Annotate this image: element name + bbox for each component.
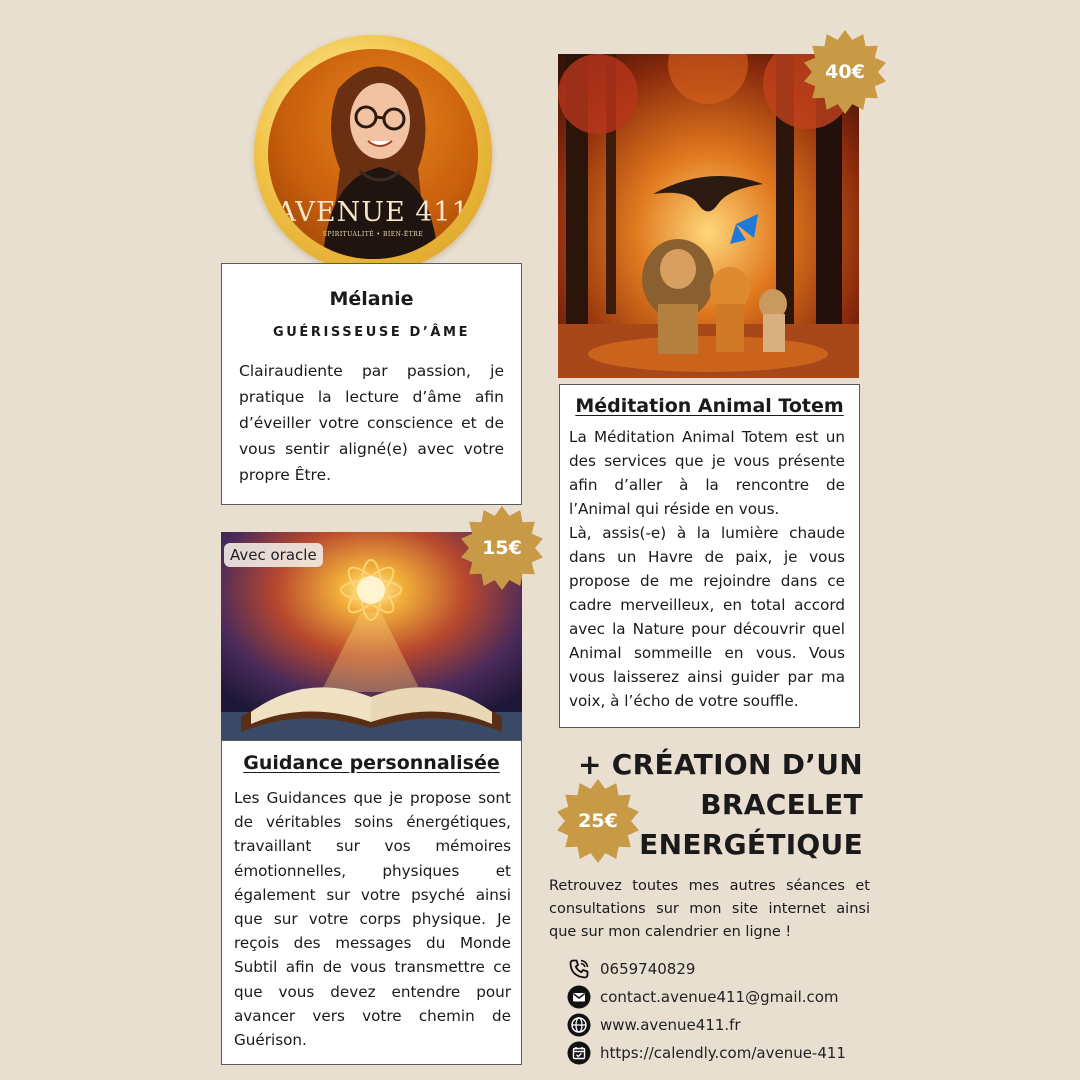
totem-description xyxy=(569,425,845,713)
guidance-card xyxy=(221,740,522,1065)
totem-price-badge xyxy=(803,30,887,114)
contact-calendar[interactable] xyxy=(567,1041,846,1065)
profile-photo xyxy=(268,49,478,259)
contact-phone-text: 0659740829 xyxy=(600,960,696,978)
totem-card xyxy=(559,384,860,728)
phone-icon xyxy=(567,957,591,981)
guidance-price-badge xyxy=(460,506,544,590)
contact-phone[interactable] xyxy=(567,957,695,981)
profile-role: GUÉRISSEUSE D’ÂME xyxy=(272,325,471,340)
bracelet-heading-line-2: BRACELET xyxy=(700,788,863,821)
calendar-icon xyxy=(567,1041,591,1065)
contact-email-text: contact.avenue411@gmail.com xyxy=(600,988,839,1006)
profile-name: Mélanie xyxy=(329,288,414,310)
bracelet-heading-line-1: + CRÉATION D’UN xyxy=(578,748,863,781)
brand-logo: AVENUE 411 xyxy=(276,197,470,228)
oracle-tag: Avec oracle xyxy=(224,543,323,567)
guidance-description: Les Guidances que je propose sont de véritables soins énergétiques, travaillant sur vos mémoires émotionnelles, physiques et également sur votre psyché ainsi que sur votre corps physique. Je reçois des messages du Monde Subtil afin de vous transmettre ce que vous devez entendre pour avancer vers votre chemin de Guérison. xyxy=(234,789,511,1050)
contact-website-text: www.avenue411.fr xyxy=(600,1016,741,1034)
totem-paragraph-1: La Méditation Animal Totem est un des services que je vous présente afin d’aller à la rencontre de l’Animal qui réside en vous. xyxy=(569,428,845,518)
bracelet-price: 25€ xyxy=(578,810,618,832)
globe-icon xyxy=(567,1013,591,1037)
bracelet-heading xyxy=(560,745,863,865)
info-text: Retrouvez toutes mes autres séances et consultations sur mon site internet ainsi que sur mon calendrier en ligne ! xyxy=(549,878,870,940)
totem-title: Méditation Animal Totem xyxy=(575,395,844,417)
contact-calendar-text: https://calendly.com/avenue-411 xyxy=(600,1044,846,1062)
brand-tagline: SPIRITUALITÉ • BIEN-ÊTRE xyxy=(322,231,424,238)
profile-medallion xyxy=(254,35,492,273)
totem-price: 40€ xyxy=(825,61,865,83)
guidance-title: Guidance personnalisée xyxy=(243,752,500,774)
contact-email[interactable] xyxy=(567,985,839,1009)
profile-card xyxy=(221,263,522,505)
contact-website[interactable] xyxy=(567,1013,741,1037)
mail-icon xyxy=(567,985,591,1009)
bracelet-heading-line-3: ENERGÉTIQUE xyxy=(639,828,863,861)
totem-paragraph-2: Là, assis(-e) à la lumière chaude dans un Havre de paix, je vous propose de me rejoindre dans ce cadre merveilleux, en total accord avec la Nature pour découvrir quel Animal sommeille en vous. Vous vous laisserez ainsi guider par ma voix, à l’écho de votre souffle. xyxy=(569,524,845,710)
guidance-price: 15€ xyxy=(482,537,522,559)
profile-bio: Clairaudiente par passion, je pratique la lecture d’âme afin d’éveiller votre conscience et de vous sentir aligné(e) avec votre propre Être. xyxy=(239,362,504,484)
